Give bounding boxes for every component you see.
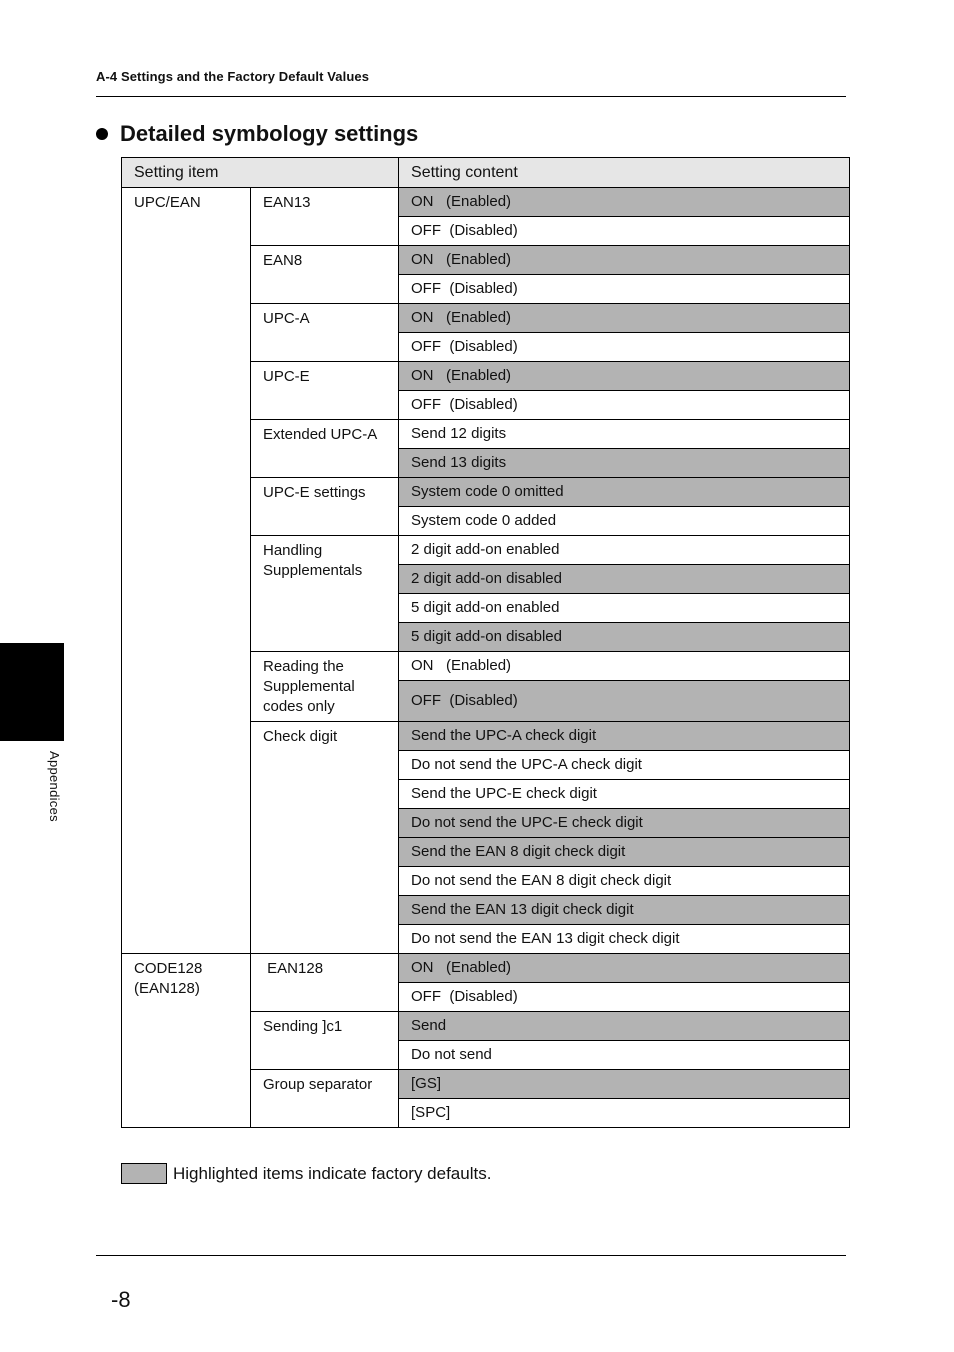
setting-item-cell: UPC-E settings [251,478,399,536]
section-heading [96,121,418,147]
setting-option: 5 digit add-on enabled [399,594,850,623]
setting-option-default: Do not send the UPC-E check digit [399,809,850,838]
setting-option: Send the UPC-E check digit [399,780,850,809]
setting-option: OFF (Disabled) [399,391,850,420]
legend-swatch [121,1163,167,1184]
bullet-icon [96,128,108,140]
setting-item-cell: UPC-A [251,304,399,362]
setting-option-default: 2 digit add-on disabled [399,565,850,594]
setting-option: Do not send the EAN 8 digit check digit [399,867,850,896]
chapter-tab [0,643,64,741]
setting-option-default: 5 digit add-on disabled [399,623,850,652]
header-rule [96,96,846,97]
setting-option: OFF (Disabled) [399,217,850,246]
setting-option: Do not send [399,1041,850,1070]
setting-option-default: ON (Enabled) [399,954,850,983]
legend [121,1163,491,1184]
setting-option: 2 digit add-on enabled [399,536,850,565]
setting-option-default: Send the UPC-A check digit [399,722,850,751]
setting-option-default: ON (Enabled) [399,188,850,217]
table-row [122,954,850,983]
category-cell: CODE128 (EAN128) [122,954,251,1128]
setting-option-default: OFF (Disabled) [399,681,850,722]
setting-item-cell: EAN8 [251,246,399,304]
category-cell: UPC/EAN [122,188,251,954]
setting-option: OFF (Disabled) [399,275,850,304]
setting-option-default: Send [399,1012,850,1041]
setting-option: Send 12 digits [399,420,850,449]
setting-option-default: ON (Enabled) [399,246,850,275]
setting-option: System code 0 added [399,507,850,536]
setting-item-cell: Sending ]c1 [251,1012,399,1070]
setting-item-cell: EAN13 [251,188,399,246]
running-header: A-4 Settings and the Factory Default Values [96,69,370,84]
setting-option-default: [GS] [399,1070,850,1099]
setting-item-cell: Check digit [251,722,399,954]
table-body [122,188,850,1128]
setting-option: ON (Enabled) [399,652,850,681]
symbology-settings-table [121,157,850,1128]
table-row [122,188,850,217]
footer-rule [96,1255,846,1256]
setting-option: Do not send the EAN 13 digit check digit [399,925,850,954]
setting-option: OFF (Disabled) [399,333,850,362]
page-number: -8 [111,1287,131,1312]
chapter-tab-label: Appendices [47,751,62,822]
setting-option: Do not send the UPC-A check digit [399,751,850,780]
setting-item-cell: UPC-E [251,362,399,420]
column-header-setting-item: Setting item [122,158,399,188]
legend-text: Highlighted items indicate factory defaults. [173,1163,492,1183]
setting-option-default: System code 0 omitted [399,478,850,507]
setting-item-cell: Reading the Supplemental codes only [251,652,399,722]
setting-option: [SPC] [399,1099,850,1128]
setting-item-cell: Extended UPC-A [251,420,399,478]
setting-option-default: ON (Enabled) [399,362,850,391]
setting-option-default: Send the EAN 13 digit check digit [399,896,850,925]
setting-option-default: Send the EAN 8 digit check digit [399,838,850,867]
setting-item-cell: Handling Supplementals [251,536,399,652]
table-header-row [122,158,850,188]
setting-item-cell: Group separator [251,1070,399,1128]
setting-option-default: Send 13 digits [399,449,850,478]
setting-option: OFF (Disabled) [399,983,850,1012]
column-header-setting-content: Setting content [399,158,850,188]
section-heading-text: Detailed symbology settings [120,121,419,146]
setting-item-cell: EAN128 [251,954,399,1012]
setting-option-default: ON (Enabled) [399,304,850,333]
